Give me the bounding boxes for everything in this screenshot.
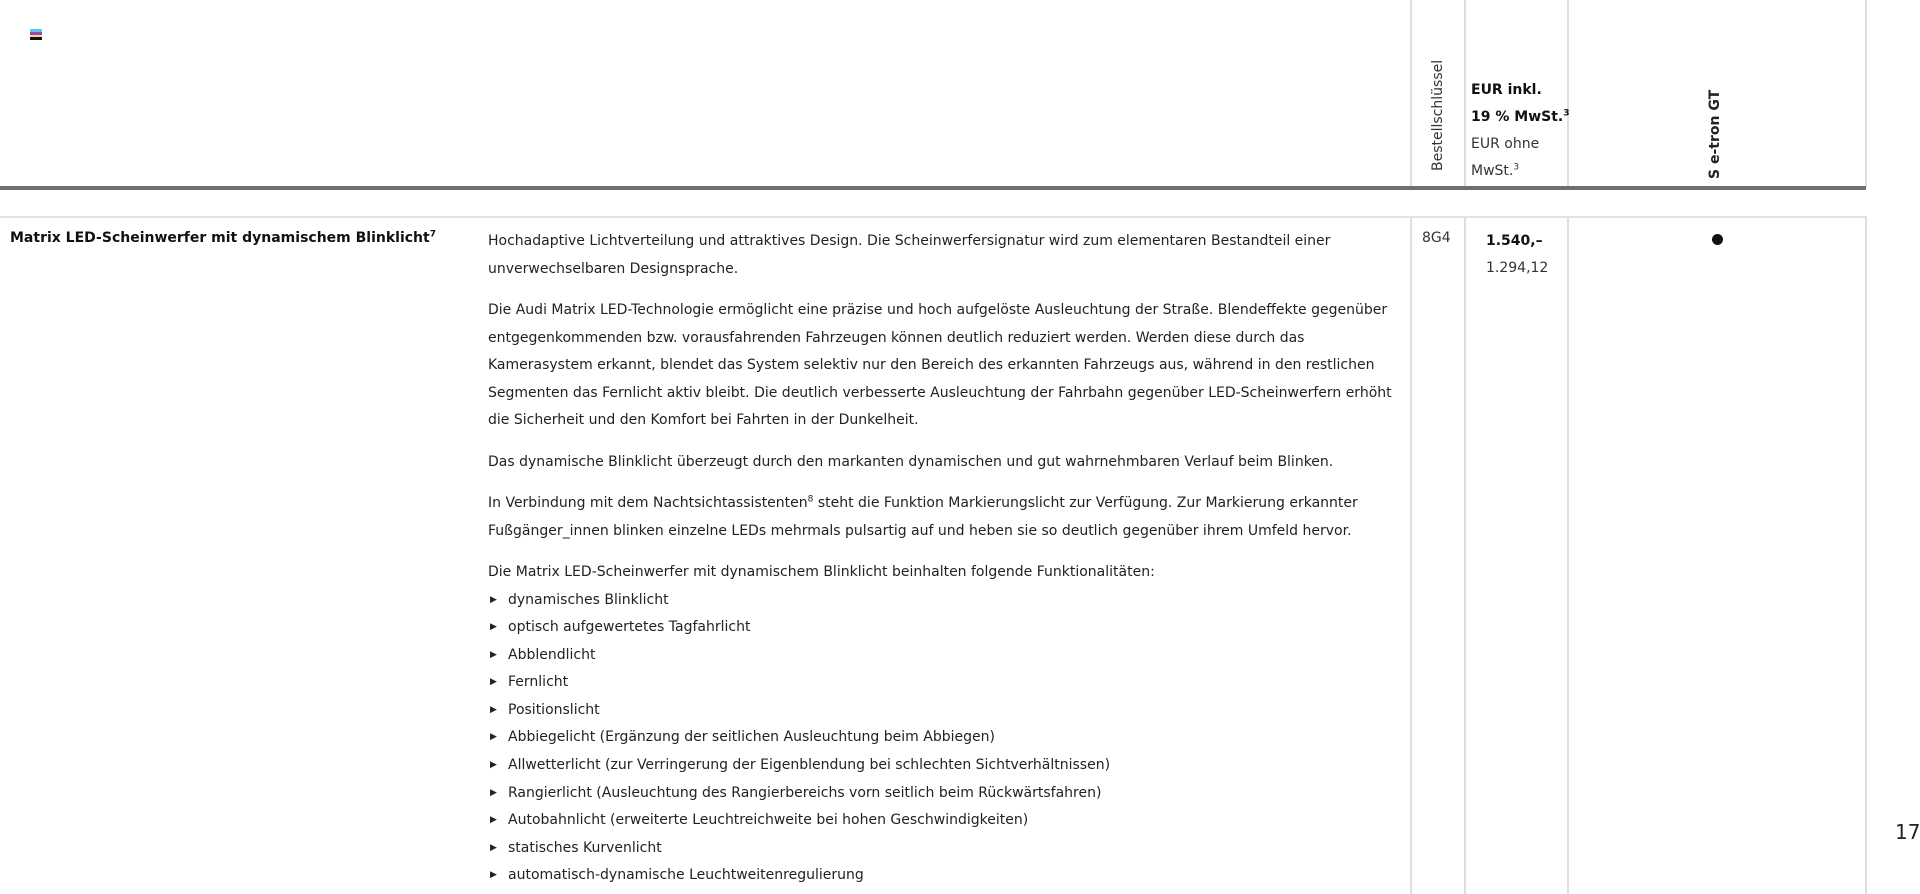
triangle-right-icon: ▶ (490, 594, 497, 605)
column-divider-key-left-body (1410, 216, 1412, 894)
column-divider-table-right (1865, 0, 1867, 188)
triangle-right-icon: ▶ (490, 677, 497, 688)
footnote-marker: 7 (429, 229, 436, 240)
feature-list (488, 587, 1408, 891)
feature-list-intro: Die Matrix LED-Scheinwerfer mit dynamischem Blinklicht beinhalten folgende Funktionalitäten: (488, 564, 1155, 580)
footnote-marker: 3 (1563, 108, 1570, 119)
header-price-incl-vat: 19 % MwSt.$^3$ (1471, 108, 1570, 125)
triangle-right-icon: ▶ (490, 787, 497, 798)
description-paragraph: Hochadaptive Lichtverteilung und attraktives Design. Die Scheinwerfersignatur wird zum elementaren Bestandteil einer unverwechselbaren Designsprache. (488, 233, 1331, 277)
triangle-right-icon: ▶ (490, 815, 497, 826)
header-price-excl: EUR ohne (1471, 136, 1540, 152)
list-item: ▶ dynamisches Blinklicht (488, 587, 1408, 615)
list-item: ▶ optisch aufgewertetes Tagfahrlicht (488, 614, 1408, 642)
column-divider-key-left (1410, 0, 1412, 188)
header-price-excl-vat: MwSt.$^3$ (1471, 162, 1520, 179)
price-incl-value: 1.540,– (1486, 233, 1543, 249)
description-paragraph: Das dynamische Blinklicht überzeugt durch den markanten dynamischen und gut wahrnehmbaren Verlauf beim Blinken. (488, 453, 1334, 470)
list-item: ▶ Abbiegelicht (Ergänzung der seitlichen Ausleuchtung beim Abbiegen) (488, 724, 1408, 752)
list-item: ▶ Positionslicht (488, 697, 1408, 725)
footnote-marker: 3 (1513, 162, 1520, 173)
list-item: ▶ Autobahnlicht (erweiterte Leuchtreichweite bei hohen Geschwindigkeiten) (488, 807, 1408, 835)
column-divider-price-left-body (1464, 216, 1466, 894)
list-item: ▶ Fernlicht (488, 669, 1408, 697)
filled-circle-icon (1712, 234, 1723, 245)
triangle-right-icon: ▶ (490, 732, 497, 743)
footnote-marker: 8 (807, 494, 814, 505)
feature-title: Matrix LED-Scheinwerfer mit dynamischem Blinklicht$^7$ (10, 229, 436, 246)
order-key-value: 8G4 (1422, 230, 1451, 246)
description-paragraph-night-vision: In Verbindung mit dem Nachtsichtassistenten$^8$ steht die Funktion Markierungslicht zur Verfügung. Zur Markierung erkannter Fußgänger_innen blinken einzelne LEDs mehrmals pulsartig auf und heben sie so deutlich gegenüber ihrem Umfeld hervor. (488, 494, 1358, 539)
list-item: ▶ automatisch-dynamische Leuchtweitenregulierung (488, 862, 1408, 890)
feature-description (488, 228, 1408, 890)
triangle-right-icon: ▶ (490, 704, 497, 715)
header-price (1471, 77, 1569, 185)
header-divider (0, 186, 1866, 190)
column-divider-model-left-body (1567, 216, 1569, 894)
triangle-right-icon: ▶ (490, 842, 497, 853)
header-order-key: Bestellschlüssel (1430, 60, 1446, 172)
list-item: ▶ Allwetterlicht (zur Verringerung der Eigenblendung bei schlechten Sichtverhältnissen) (488, 752, 1408, 780)
column-divider-price-left (1464, 0, 1466, 188)
list-item: ▶ Rangierlicht (Ausleuchtung des Rangierbereichs vorn seitlich beim Rückwärtsfahren) (488, 780, 1408, 808)
triangle-right-icon: ▶ (490, 649, 497, 660)
triangle-right-icon: ▶ (490, 760, 497, 771)
list-item: ▶ Abblendlicht (488, 642, 1408, 670)
triangle-right-icon: ▶ (490, 622, 497, 633)
list-item: ▶ statisches Kurvenlicht (488, 835, 1408, 863)
header-price-incl: EUR inkl. (1471, 82, 1542, 98)
print-color-bar-icon (30, 29, 42, 42)
triangle-right-icon: ▶ (490, 870, 497, 881)
header-model: S e-tron GT (1707, 90, 1723, 180)
black-swatch (30, 37, 42, 40)
page-number: 17 (1895, 820, 1920, 844)
description-paragraph: Die Audi Matrix LED-Technologie ermöglicht eine präzise und hoch aufgelöste Ausleuchtung der Straße. Blendeffekte gegenüber entgegenkommenden bzw. vorausfahrenden Fahrzeugen können deutlich reduziert werden. Werden diese durch das Kamerasystem erkannt, blendet das System selektiv nur den Bereich des erkannten Fahrzeugs aus, während in den restlichen Segmenten das Fernlicht aktiv bleibt. Die deutlich verbesserte Ausleuchtung der Fahrbahn gegenüber LED-Scheinwerfern erhöht die Sicherheit und den Komfort bei Fahrten in der Dunkelheit. (488, 302, 1392, 428)
price-values (1486, 228, 1548, 282)
price-excl-value: 1.294,12 (1486, 260, 1549, 276)
row-divider (0, 216, 1866, 218)
column-divider-table-right-body (1865, 216, 1867, 894)
